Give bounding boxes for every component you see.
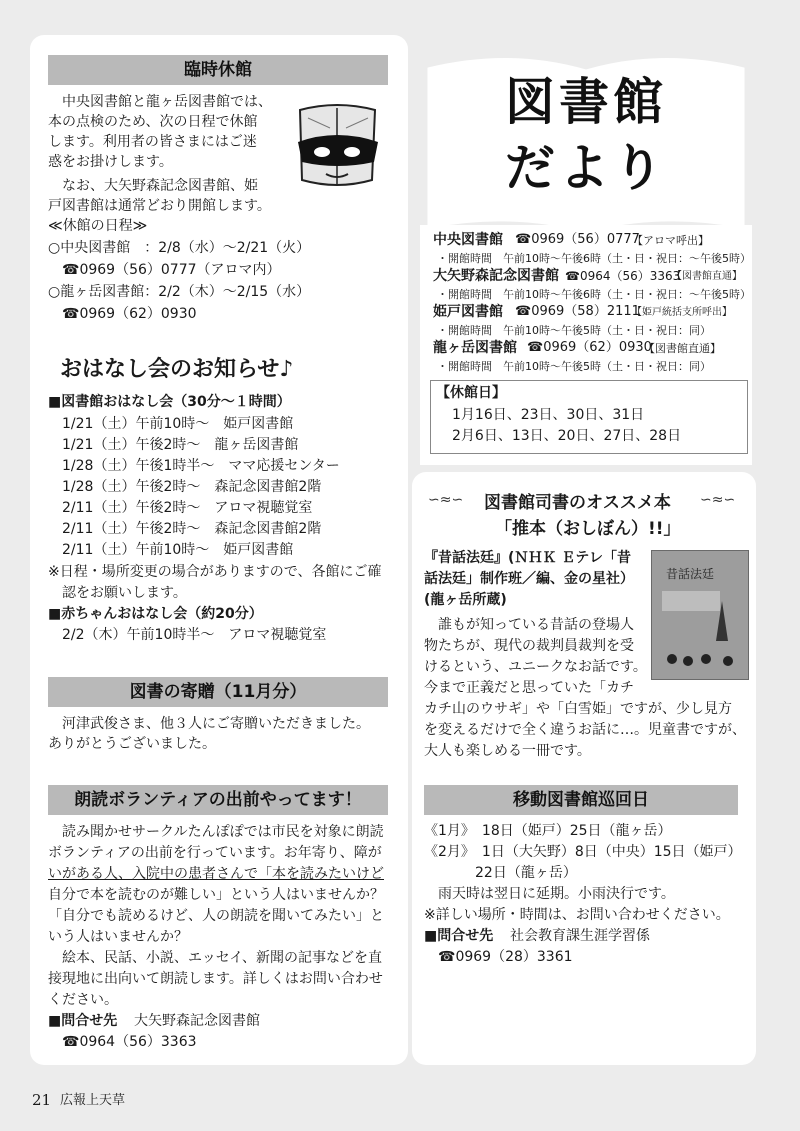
library-tag: 【アロマ呼出】 <box>632 234 709 247</box>
reading-line: ボランティアの出前を行っています。お年寄り、障が <box>48 845 382 861</box>
closure-line: します。利用者の皆さまにはご迷 <box>48 134 257 150</box>
library-hours: ・開館時間 午前10時～午後5時（土・日・祝日：同） <box>437 360 711 373</box>
reading-line: 接現地に出向いて朗読します。詳しくはお問い合わせ <box>48 971 383 987</box>
donation-heading: 図書の寄贈（11月分） <box>48 677 388 707</box>
reading-line: 自分で本を読むのが難しい」という人はいませんか？ <box>48 887 384 903</box>
event-item: 1/21（土）午後2時～ 龍ヶ岳図書館 <box>62 437 299 453</box>
contact-name: 大矢野森記念図書館 <box>134 1013 260 1029</box>
ornament-left-icon: ∽≈∽ <box>428 492 464 508</box>
closure-line: 戸図書館は通常どおり開館します。 <box>48 198 271 214</box>
recommend-desc: を変えるだけで全く違うお話に…。児童書ですが、 <box>424 722 746 738</box>
closure-heading: 臨時休館 <box>48 55 388 85</box>
event-item: 1/28（土）午後1時半～ ママ応援センター <box>62 458 340 474</box>
mobile-line: 22日（龍ヶ岳） <box>475 865 577 881</box>
reading-line: 絵本、民話、小説、エッセイ、新聞の記事などを直 <box>62 950 383 966</box>
reading-line: いう人はいませんか？ <box>48 929 188 945</box>
library-tag: 【姫戸統括支所呼出】 <box>632 307 732 318</box>
contact-tel: ☎0964（56）3363 <box>62 1034 197 1050</box>
library-tel: ☎0964（56）3363 <box>565 269 681 283</box>
story-heading: おはなし会のお知らせ♪ <box>60 357 294 382</box>
story-note: ※日程・場所変更の場合がありますので、各館にご確 <box>48 564 382 580</box>
event-item: 1/28（土）午後2時～ 森記念図書館2階 <box>62 479 322 495</box>
reading-line: 読み聞かせサークルたんぽぽでは市民を対象に朗読 <box>62 824 384 840</box>
library-tag: 【図書館直通】 <box>644 342 721 355</box>
library-name: 姫戸図書館 <box>433 304 503 320</box>
library-hours: ・開館時間 午前10時～午後6時（土・日・祝日：～午後5時） <box>437 288 751 301</box>
mobile-contact-tel: ☎0969（28）3361 <box>438 949 573 965</box>
book-cover-illustration <box>652 551 748 679</box>
story-subheading: ■図書館おはなし会（30分～１時間） <box>48 394 291 410</box>
closed-label: 【休館日】 <box>436 385 506 401</box>
closed-line: 1月16日、23日、30日、31日 <box>452 407 645 423</box>
page-number: 21 <box>32 1091 52 1109</box>
recommend-desc: けるという、ユニークなお話です。 <box>424 659 647 675</box>
closure-line: ☎0969（56）0777（アロマ内） <box>62 262 281 278</box>
mobile-line: 雨天時は翌日に延期。小雨決行です。 <box>438 886 675 902</box>
closed-line: 2月6日、13日、20日、27日、28日 <box>452 428 682 444</box>
title-line-2: だより <box>505 139 667 197</box>
title-line-1: 図書館 <box>505 73 667 131</box>
publication-name: 広報上天草 <box>60 1093 126 1108</box>
recommend-subheading: 「推本（おしぼん）!!」 <box>495 519 681 539</box>
recommend-desc: カチ山のウサギ」や「白雪姫」ですが、少し見方 <box>424 701 732 717</box>
event-item: 2/11（土）午後2時～ 森記念図書館2階 <box>62 521 322 537</box>
closure-line: 中央図書館と龍ヶ岳図書館では、 <box>62 94 272 110</box>
closure-line: ○龍ヶ岳図書館：2/2（木）～2/15（水） <box>48 284 311 300</box>
donation-line: 河津武俊さま、他３人にご寄贈いただきました。 <box>62 716 370 732</box>
contact-label: ■問合せ先 <box>48 1013 118 1029</box>
reading-heading: 朗読ボランティアの出前やってます！ <box>48 785 388 815</box>
library-name: 龍ヶ岳図書館 <box>433 340 517 356</box>
donation-line: ありがとうございました。 <box>48 736 216 752</box>
closure-line: ☎0969（62）0930 <box>62 306 197 322</box>
library-hours: ・開館時間 午前10時～午後6時（土・日・祝日：～午後5時） <box>437 252 751 265</box>
event-item: 2/11（土）午後2時～ アロマ視聴覚室 <box>62 500 313 516</box>
recommend-desc: 物たちが、現代の裁判員裁判を受 <box>424 638 634 654</box>
baby-event: 2/2（木）午前10時半～ アロマ視聴覚室 <box>62 627 327 643</box>
recommend-desc: 今まで正義だと思っていた「カチ <box>424 680 634 696</box>
recommend-desc: 誰もが知っている昔話の登場人 <box>438 617 634 633</box>
mobile-contact-name: 社会教育課生涯学習係 <box>510 928 650 944</box>
recommend-desc: 大人も楽しめる一冊です。 <box>424 743 591 759</box>
library-tel: ☎0969（58）2111 <box>515 304 640 319</box>
closure-line: 惑をお掛けします。 <box>48 154 173 170</box>
library-tel: ☎0969（62）0930 <box>527 340 652 355</box>
mobile-contact-label: ■問合せ先 <box>424 928 494 944</box>
book-info: 話法廷」制作班／編、金の星社） <box>424 571 634 587</box>
book-cover-image <box>651 550 749 680</box>
recommend-heading: 図書館司書のオススメ本 <box>484 493 671 513</box>
closure-line: 本の点検のため、次の日程で休館 <box>48 114 258 130</box>
book-info: 『昔話法廷』(ＮＨＫ Ｅテレ「昔 <box>424 550 631 566</box>
mobile-line: 《1月》 18日（姫戸）25日（龍ヶ岳） <box>424 823 672 839</box>
library-name: 中央図書館 <box>433 232 503 248</box>
book-mascot-icon <box>290 100 385 200</box>
event-item: 1/21（土）午前10時～ 姫戸図書館 <box>62 416 294 432</box>
book-cover-title: 昔話法廷 <box>666 567 715 581</box>
mobile-line: ※詳しい場所・時間は、お問い合わせください。 <box>424 907 730 923</box>
closure-line: ≪休館の日程≫ <box>48 218 148 234</box>
reading-line: いがある人、入院中の患者さんで「本を読みたいけど <box>48 866 384 882</box>
ornament-right-icon: ∽≈∽ <box>700 492 736 508</box>
reading-line: ください。 <box>48 992 118 1008</box>
library-hours: ・開館時間 午前10時～午後5時（土・日・祝日：同） <box>437 324 711 337</box>
book-info: (龍ヶ岳所蔵) <box>424 592 507 608</box>
mobile-line: 《2月》 1日（大矢野）8日（中央）15日（姫戸） <box>424 844 742 860</box>
story-note: 認をお願いします。 <box>62 585 187 601</box>
closure-line: ○中央図書館 ：2/8（水）～2/21（火） <box>48 240 311 256</box>
newsletter-title-block <box>420 40 752 235</box>
library-tel: ☎0969（56）0777 <box>515 232 640 247</box>
baby-subheading: ■赤ちゃんおはなし会（約20分） <box>48 606 263 622</box>
library-tag: 【図書館直通】 <box>672 271 742 282</box>
mobile-heading: 移動図書館巡回日 <box>424 785 738 815</box>
reading-line: 「自分でも読めるけど、人の朗読を聞いてみたい」と <box>48 908 384 924</box>
library-name: 大矢野森記念図書館 <box>433 268 559 284</box>
closure-line: なお、大矢野森記念図書館、姫 <box>62 178 258 194</box>
event-item: 2/11（土）午前10時～ 姫戸図書館 <box>62 542 294 558</box>
